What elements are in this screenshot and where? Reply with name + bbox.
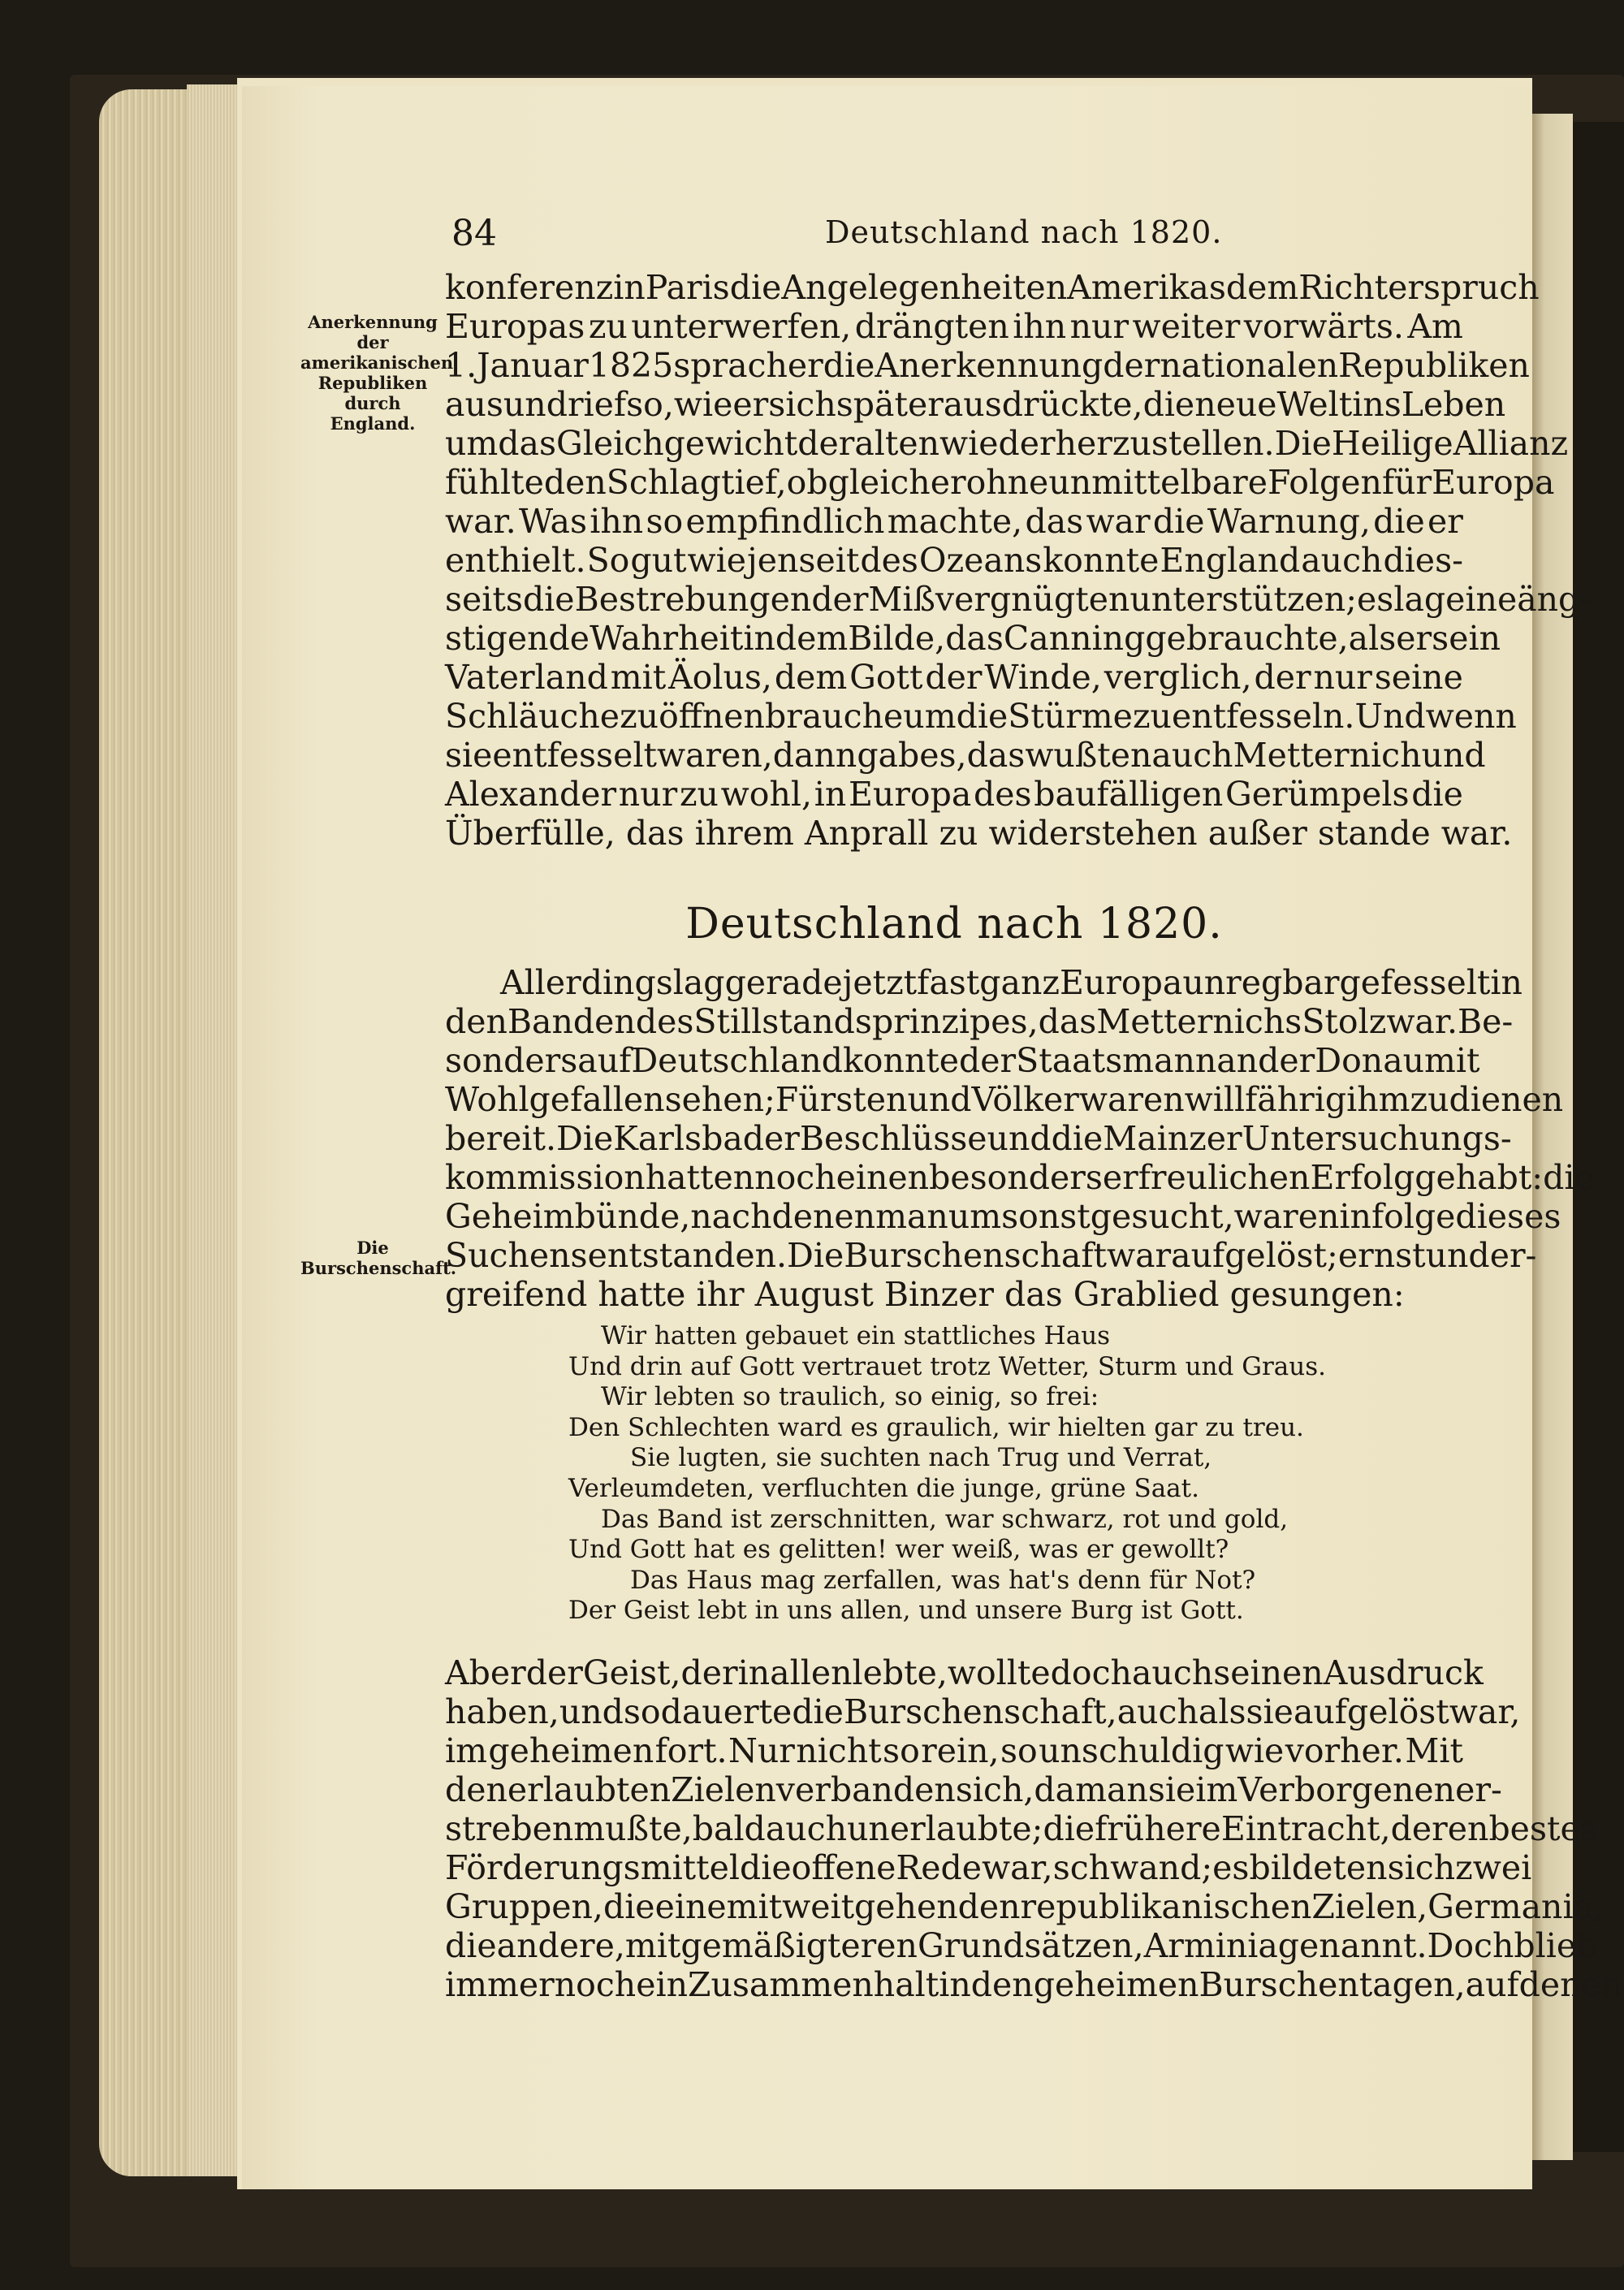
text-line: haben, und so dauerte die Burschenschaft, auch als sie aufgelöst war, [445,1692,1521,1731]
poem-line: Sie lugten, sie suchten nach Trug und Verrat, [630,1443,1212,1473]
text-line: Wohlgefallen sehen; Fürsten und Völker waren willfährig ihm zu dienen [445,1080,1564,1119]
margin-note-burschenschaft: Die Burschenschaft. [300,1238,457,1278]
text-line: enthielt. So gut wie jenseit des Ozeans konnte England auch dies- [445,541,1463,580]
text-line: 1. Januar 1825 sprach er die Anerkennung der nationalen Republiken [445,346,1530,385]
paragraph-2 [445,963,1595,1314]
paragraph-1 [445,268,1592,853]
text-line: Allerdings lag gerade jetzt fast ganz Europa unregbar gefesselt in [500,963,1522,1002]
poem-line: Und drin auf Gott vertrauet trotz Wetter, Sturm und Graus. [568,1351,1327,1381]
text-line: den Banden des Stillstandsprinzipes, das Metternichs Stolz war. Be- [445,1002,1514,1041]
poem-line: Das Haus mag zerfallen, was hat's denn für Not? [630,1565,1256,1595]
text-line: Alexander nur zu wohl, in Europa des baufälligen Gerümpels die [445,775,1463,814]
text-line: stigende Wahrheit in dem Bilde, das Canning gebrauchte, als er sein [445,619,1501,658]
text-line: die andere, mit gemäßigteren Grundsätzen, Arminia genannt. Doch blieb [445,1926,1598,1965]
text-line: fühlte den Schlag tief, obgleich er ohne unmittelbare Folgen für Europa [445,463,1555,502]
text-line: im geheimen fort. Nur nicht so rein, so unschuldig wie vorher. Mit [445,1731,1463,1770]
text-line: aus und rief so, wie er sich später ausdrückte, die neue Welt ins Leben [445,385,1506,424]
text-line: war. Was ihn so empfindlich machte, das war die Warnung, die er [445,502,1463,541]
text-line: greifend hatte ihr August Binzer das Grablied gesungen: [445,1275,1405,1314]
text-line: Europas zu unterwerfen, drängten ihn nur weiter vorwärts. Am [445,307,1463,346]
section-heading: Deutschland nach 1820. [685,900,1223,948]
margin-note-recognition: Anerkennung der amerikanischen Republiken durch England. [300,312,454,434]
page-number: 84 [451,213,497,254]
poem-line: Das Band ist zerschnitten, war schwarz, rot und gold, [601,1504,1289,1534]
poem [568,1321,1364,1627]
page-header [451,213,1458,261]
poem-line: Den Schlechten ward es graulich, wir hielten gar zu treu. [568,1412,1304,1442]
text-line: sie entfesselt waren, dann gab es, das wußten auch Metternich und [445,736,1486,775]
text-line: konferenz in Paris die Angelegenheiten Amerikas dem Richterspruch [445,268,1540,307]
text-line: den erlaubten Zielen verbanden sich, da man sie im Verborgenen er- [445,1770,1502,1809]
poem-line: Wir hatten gebauet ein stattliches Haus [601,1321,1111,1350]
text-line: Förderungsmittel die offene Rede war, schwand; es bildeten sich zwei [445,1848,1532,1887]
poem-line: Der Geist lebt in uns allen, und unsere Burg ist Gott. [568,1596,1244,1626]
text-line: immer noch ein Zusammenhalt in den geheimen Burschentagen, auf denen [445,1965,1623,2004]
poem-line: Wir lebten so traulich, so einig, so frei: [601,1382,1099,1412]
text-line: bereit. Die Karlsbader Beschlüsse und die Mainzer Untersuchungs- [445,1119,1512,1158]
text-line: Schläuche zu öffnen brauche um die Stürme zu entfesseln. Und wenn [445,697,1517,736]
text-line: Gruppen, die eine mit weitgehenden republikanischen Zielen, Germania, [445,1887,1605,1926]
text-line: Suchens entstanden. Die Burschenschaft war aufgelöst; ernst und er- [445,1236,1537,1275]
facing-page-edge [1532,114,1573,2160]
text-line: Vaterland mit Äolus, dem Gott der Winde, verglich, der nur seine [445,658,1463,697]
text-line: kommission hatten noch einen besonders erfreulichen Erfolg gehabt: die [445,1158,1595,1197]
text-line: Überfülle, das ihrem Anprall zu widerstehen außer stande war. [445,814,1513,853]
text-line: sonders auf Deutschland konnte der Staatsmann an der Donau mit [445,1041,1480,1080]
text-line: streben mußte, bald auch unerlaubte; die frühere Eintracht, deren bestes [445,1809,1597,1848]
poem-line: Und Gott hat es gelitten! wer weiß, was er gewollt? [568,1535,1229,1565]
text-line: um das Gleichgewicht der alten wiederherzustellen. Die Heilige Allianz [445,424,1569,463]
text-line: Geheimbünde, nach denen man umsonst gesucht, waren infolge dieses [445,1197,1561,1236]
text-line: Aber der Geist, der in allen lebte, wollte doch auch seinen Ausdruck [445,1653,1484,1692]
running-title: Deutschland nach 1820. [825,214,1223,250]
text-line: seits die Bestrebungen der Mißvergnügten unterstützen; es lag eine äng- [445,580,1592,619]
poem-line: Verleumdeten, verfluchten die junge, grüne Saat. [568,1473,1199,1503]
paragraph-3 [445,1653,1623,2004]
